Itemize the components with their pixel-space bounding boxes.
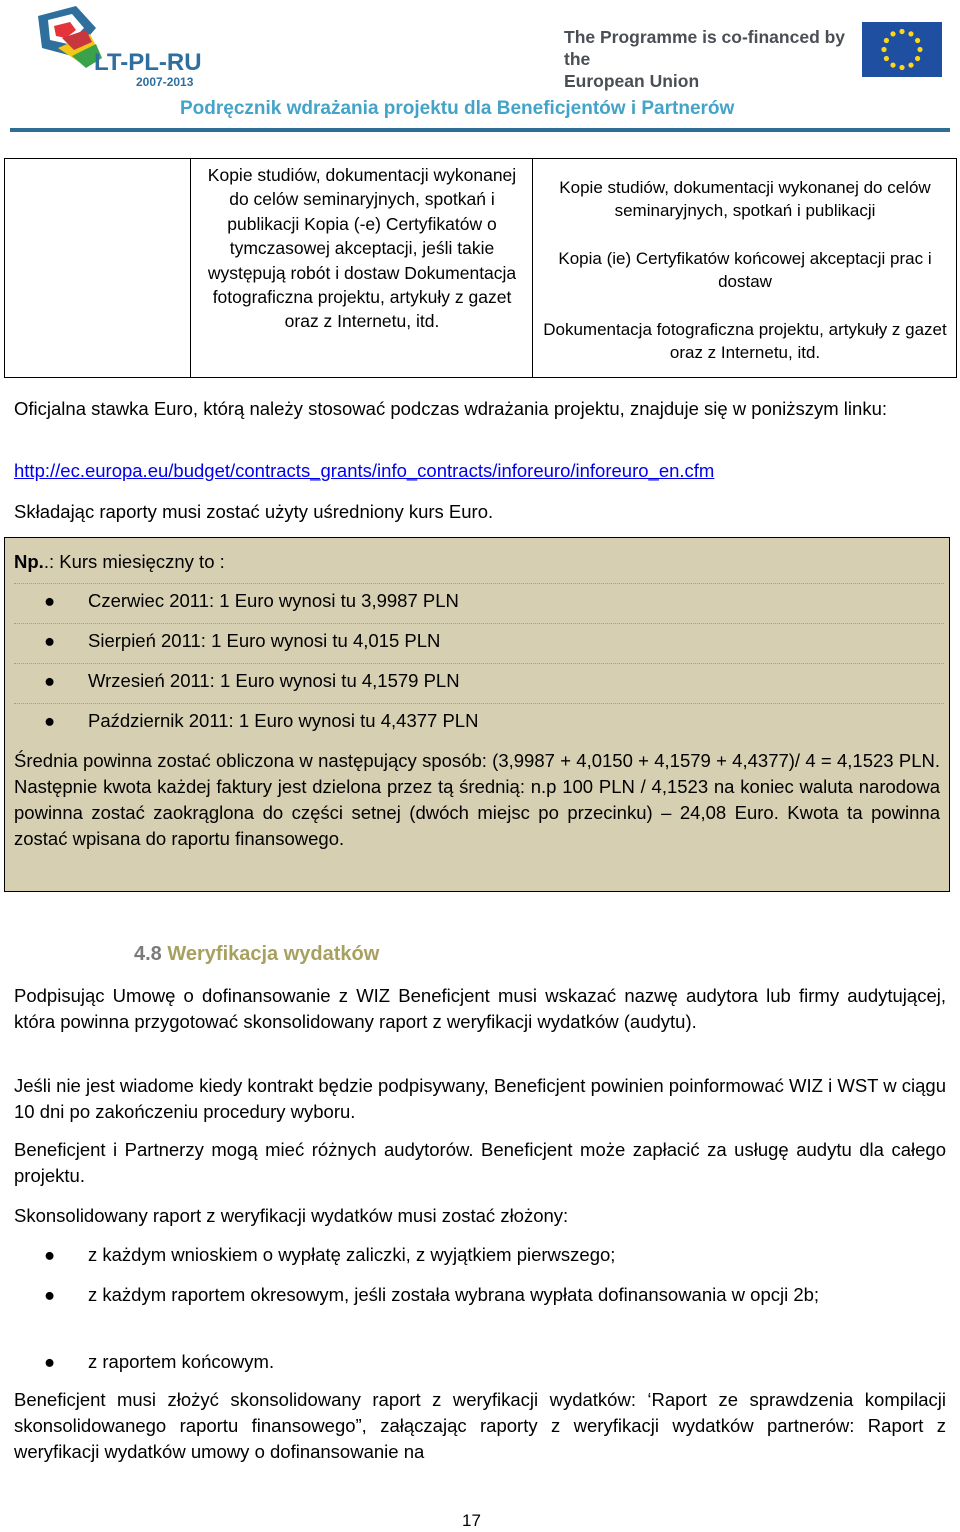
rate-paragraph: Oficjalna stawka Euro, którą należy stosować podczas wdrażania projektu, znajduje się w poniższym linku:	[14, 398, 887, 419]
audit-paragraph-4: Skonsolidowany raport z weryfikacji wydatków musi zostać złożony:	[14, 1205, 569, 1226]
logo-emblem	[38, 6, 102, 68]
example-separator	[14, 703, 944, 705]
example-separator	[14, 663, 944, 665]
eu-star-icon	[884, 56, 889, 61]
table-cell-final-line: Kopia (ie) Certyfikatów końcowej akceptacji prac i dostaw	[558, 249, 932, 291]
audit-item-text: z każdym wnioskiem o wypłatę zaliczki, z wyjątkiem pierwszego;	[88, 1244, 616, 1265]
section-number: 4.8	[134, 943, 162, 965]
eu-star-icon	[884, 38, 889, 43]
eu-star-icon	[915, 56, 920, 61]
audit-paragraph-3: Beneficjent i Partnerzy mogą mieć różnych audytorów. Beneficjent może zapłacić za usługę audytu dla całego projektu.	[14, 1139, 946, 1186]
section-heading	[134, 943, 379, 966]
inforeuro-link[interactable]: http://ec.europa.eu/budget/contracts_grants/info_contracts/inforeuro/inforeuro_en.cfm	[14, 460, 715, 481]
rate-item-text: Wrzesień 2011: 1 Euro wynosi tu 4,1579 PLN	[88, 670, 460, 691]
bullet-icon: ●	[44, 1284, 56, 1305]
eu-line-1: The Programme is co-financed by the	[564, 27, 846, 69]
page-number: 17	[462, 1511, 481, 1530]
document-title: Podręcznik wdrażania projektu dla Beneficjentów i Partnerów	[180, 98, 735, 119]
average-rate-paragraph: Składając raporty musi zostać użyty uśredniony kurs Euro.	[14, 501, 494, 522]
header-divider	[10, 128, 950, 132]
eu-star-icon	[881, 47, 886, 52]
section-title-text: Weryfikacja wydatków	[161, 943, 380, 965]
rate-item-text: Październik 2011: 1 Euro wynosi tu 4,4377 PLN	[88, 710, 479, 731]
eu-cofinance-text	[564, 26, 854, 92]
table-cell-final	[540, 176, 950, 389]
bullet-icon: ●	[44, 670, 56, 691]
eu-star-icon	[899, 29, 904, 34]
np-rest: .: Kurs miesięczny to :	[43, 551, 225, 572]
eu-star-icon	[908, 62, 913, 67]
bullet-icon: ●	[44, 710, 56, 731]
audit-paragraph-5: Beneficjent musi złożyć skonsolidowany raport z weryfikacji wydatków: ‘Raport ze sprawdzenia kompilacji skonsolidowanego raportu finansowego”, załączając raporty z weryfikacji wydatków partnerów: Raport z weryfikacji wydatków umowy o dofinansowanie na	[14, 1389, 946, 1462]
eu-star-icon	[890, 31, 895, 36]
table-cell-final-line: Dokumentacja fotograficzna projektu, artykuły z gazet oraz z Internetu, itd.	[543, 320, 947, 362]
bullet-icon: ●	[44, 1244, 56, 1265]
logo-years: 2007-2013	[136, 75, 194, 89]
logo-text: LT-PL-RU	[94, 49, 202, 76]
example-separator	[14, 623, 944, 625]
audit-paragraph-1: Podpisując Umowę o dofinansowanie z WIZ Beneficjent musi wskazać nazwę audytora lub firmy audytującej, która powinna przygotować skonsolidowany raport z weryfikacji wydatków (audytu).	[14, 985, 946, 1032]
audit-paragraph-2: Jeśli nie jest wiadome kiedy kontrakt będzie podpisywany, Beneficjent powinien poinformować WIZ i WST w ciągu 10 dni po zakończeniu procedury wyboru.	[14, 1075, 946, 1122]
rate-item-text: Sierpień 2011: 1 Euro wynosi tu 4,015 PLN	[88, 630, 441, 651]
eu-star-icon	[915, 38, 920, 43]
table-cell-empty	[4, 158, 191, 378]
calculation-paragraph: Średnia powinna zostać obliczona w następujący sposób: (3,9987 + 4,0150 + 4,1579 + 4,4377)/ 4 = 4,1523 PLN. Następnie kwota każdej faktury jest dzielona przez tą średnią: n.p 100 PLN / 4,1523 na koniec waluta narodowa powinna zostać zaokrąglona do części setnej (dwóch miejsc po przecinku) – 24,08 Euro. Kwota ta powinna zostać wpisana do raportu finansowego.	[14, 750, 940, 849]
rate-item-text: Czerwiec 2011: 1 Euro wynosi tu 3,9987 PLN	[88, 590, 459, 611]
eu-star-icon	[908, 31, 913, 36]
table-cell-interim-text: Kopie studiów, dokumentacji wykonanej do celów seminaryjnych, spotkań i publikacji Kopia (-e) Certyfikatów o tymczasowej akceptacji, jeśli takie występują robót i dostaw Dokumentacja fotograficzna projektu, artykuły z gazet oraz z Internetu, itd.	[207, 165, 517, 332]
audit-item-text: z raportem końcowym.	[88, 1351, 275, 1372]
eu-star-icon	[917, 47, 922, 52]
np-label: Np.	[14, 551, 44, 572]
eu-flag-icon	[862, 22, 942, 77]
bullet-icon: ●	[44, 630, 56, 651]
programme-logo	[32, 4, 222, 89]
eu-star-icon	[890, 62, 895, 67]
eu-line-2: European Union	[564, 71, 700, 91]
example-separator	[14, 583, 944, 585]
bullet-icon: ●	[44, 590, 56, 611]
audit-item-text: z każdym raportem okresowym, jeśli została wybrana wypłata dofinansowania w opcji 2b;	[88, 1284, 820, 1305]
inforeuro-link-wrap	[14, 460, 714, 482]
table-cell-final-line: Kopie studiów, dokumentacji wykonanej do celów seminaryjnych, spotkań i publikacji	[559, 178, 931, 220]
bullet-icon: ●	[44, 1351, 56, 1372]
example-label	[14, 551, 225, 573]
eu-star-icon	[899, 65, 904, 70]
